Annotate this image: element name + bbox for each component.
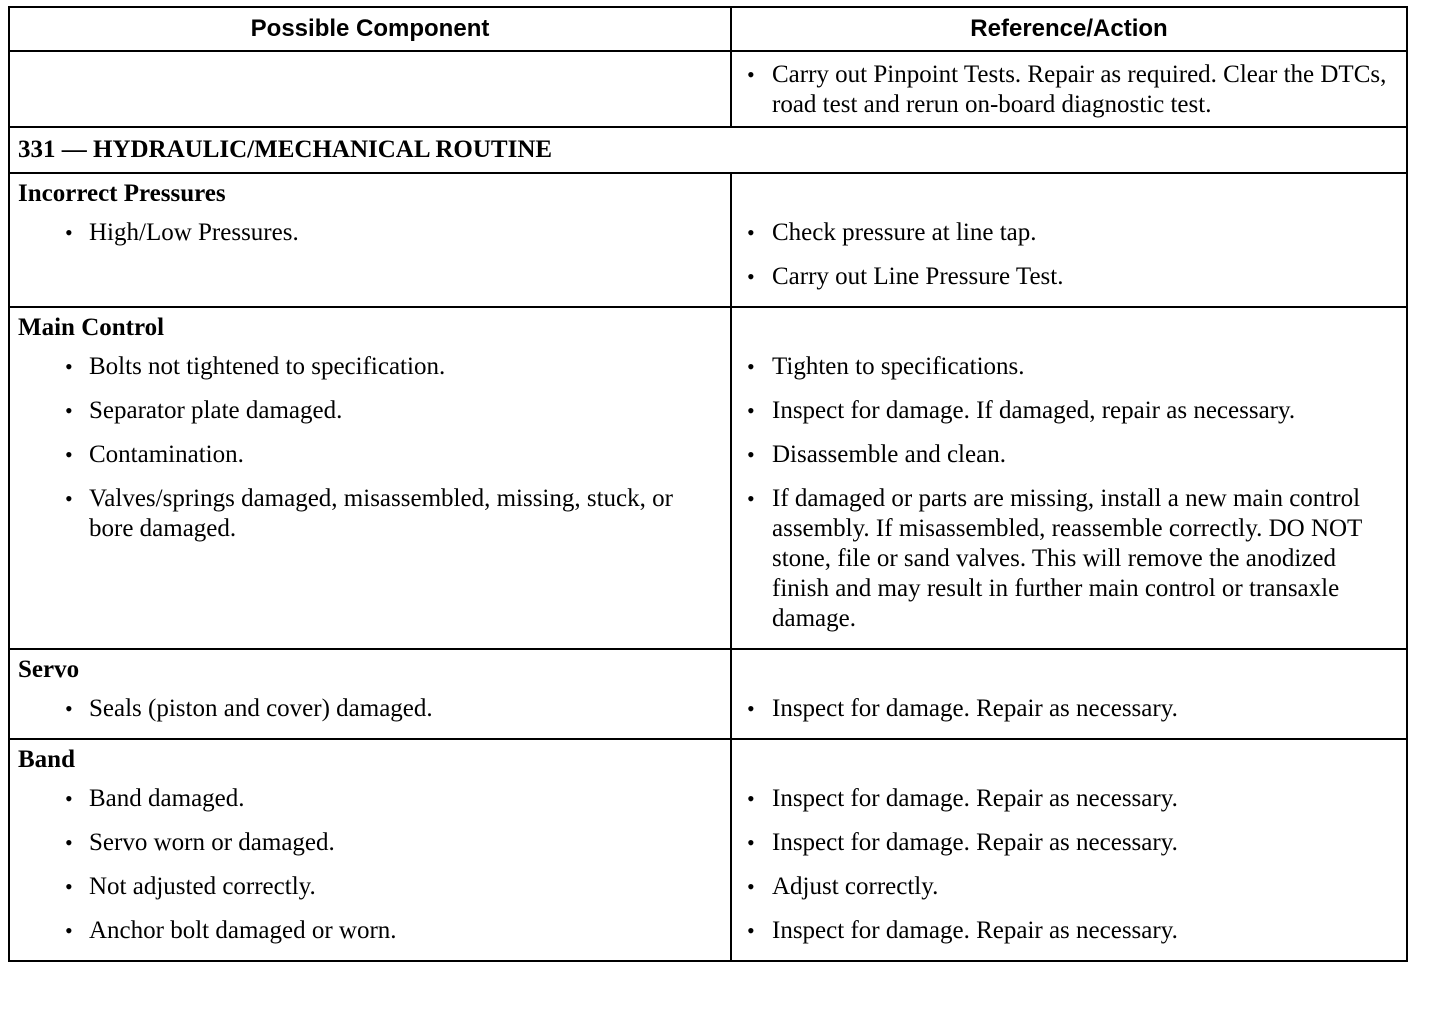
- list-item-text: Inspect for damage. Repair as necessary.: [772, 785, 1178, 812]
- list-item: [732, 396, 1406, 426]
- list-item: [732, 60, 1406, 120]
- list-item-text: Valves/springs damaged, misassembled, missing, stuck, or bore damaged.: [89, 485, 673, 542]
- header-reference-action: Reference/Action: [731, 7, 1407, 51]
- component-list: [10, 694, 730, 724]
- bullet-icon: •: [747, 220, 755, 245]
- list-item: [732, 784, 1406, 814]
- bullet-icon: •: [747, 918, 755, 943]
- action-list: [732, 218, 1406, 292]
- list-item-text: Carry out Pinpoint Tests. Repair as required. Clear the DTCs, road test and rerun on-board diagnostic test.: [772, 61, 1387, 118]
- list-item: [10, 218, 730, 248]
- component-cell: [9, 649, 731, 739]
- diagnostic-table: [8, 6, 1408, 962]
- action-cell: [731, 649, 1407, 739]
- bullet-icon: •: [747, 62, 755, 87]
- component-cell: [9, 739, 731, 961]
- group-row: [9, 649, 1407, 739]
- bullet-icon: •: [65, 486, 73, 511]
- action-cell: [731, 739, 1407, 961]
- list-item-text: Bolts not tightened to specification.: [89, 353, 446, 380]
- list-item: [10, 784, 730, 814]
- list-item: [10, 828, 730, 858]
- component-cell: [9, 51, 731, 127]
- action-cell: [731, 51, 1407, 127]
- list-item: [10, 916, 730, 946]
- component-cell: [9, 307, 731, 649]
- group-row: [9, 173, 1407, 307]
- component-list: [10, 784, 730, 946]
- list-item-text: Anchor bolt damaged or worn.: [89, 917, 397, 944]
- list-item: [732, 352, 1406, 382]
- list-item-text: Contamination.: [89, 441, 244, 468]
- bullet-icon: •: [747, 264, 755, 289]
- list-item: [732, 828, 1406, 858]
- header-possible-component: Possible Component: [9, 7, 731, 51]
- bullet-icon: •: [747, 786, 755, 811]
- list-item-text: Seals (piston and cover) damaged.: [89, 695, 433, 722]
- list-item-text: Inspect for damage. Repair as necessary.: [772, 829, 1178, 856]
- group-spacer: [732, 650, 1406, 694]
- bullet-icon: •: [65, 786, 73, 811]
- group-title: Servo: [18, 656, 80, 683]
- list-item-text: Servo worn or damaged.: [89, 829, 335, 856]
- list-item-text: Adjust correctly.: [772, 873, 939, 900]
- list-item-text: Inspect for damage. Repair as necessary.: [772, 695, 1178, 722]
- table-body: [9, 51, 1407, 961]
- list-item-text: If damaged or parts are missing, install a new main control assembly. If misassembled, reassemble correctly. DO NOT stone, file or sand valves. This will remove the anodized finish and may result in further main control or transaxle damage.: [772, 485, 1362, 632]
- bullet-icon: •: [65, 398, 73, 423]
- bullet-icon: •: [747, 874, 755, 899]
- list-item: [10, 872, 730, 902]
- bullet-icon: •: [747, 442, 755, 467]
- list-item: [732, 694, 1406, 724]
- list-item-text: Tighten to specifications.: [772, 353, 1025, 380]
- bullet-icon: •: [65, 874, 73, 899]
- section-row: [9, 127, 1407, 173]
- list-item-text: Separator plate damaged.: [89, 397, 343, 424]
- bullet-icon: •: [65, 918, 73, 943]
- action-list: [732, 52, 1406, 120]
- section-title: 331 — HYDRAULIC/MECHANICAL ROUTINE: [9, 127, 1407, 173]
- group-spacer: [732, 174, 1406, 218]
- list-item-text: Not adjusted correctly.: [89, 873, 316, 900]
- list-item-text: Check pressure at line tap.: [772, 219, 1037, 246]
- list-item-text: High/Low Pressures.: [89, 219, 299, 246]
- group-spacer: [732, 740, 1406, 784]
- list-item: [732, 916, 1406, 946]
- bullet-icon: •: [747, 830, 755, 855]
- group-title: Main Control: [18, 314, 165, 341]
- bullet-icon: •: [65, 442, 73, 467]
- list-item: [732, 872, 1406, 902]
- group-title: Incorrect Pressures: [18, 180, 226, 207]
- component-list: [10, 352, 730, 544]
- list-item: [10, 484, 730, 544]
- list-item-text: Inspect for damage. If damaged, repair as necessary.: [772, 397, 1296, 424]
- list-item: [10, 694, 730, 724]
- list-item-text: Disassemble and clean.: [772, 441, 1006, 468]
- list-item-text: Inspect for damage. Repair as necessary.: [772, 917, 1178, 944]
- bullet-icon: •: [65, 220, 73, 245]
- bullet-icon: •: [65, 354, 73, 379]
- list-item-text: Carry out Line Pressure Test.: [772, 263, 1064, 290]
- list-item: [732, 262, 1406, 292]
- list-item: [10, 352, 730, 382]
- bullet-icon: •: [747, 398, 755, 423]
- header-row: [9, 7, 1407, 51]
- bullet-icon: •: [747, 354, 755, 379]
- action-cell: [731, 173, 1407, 307]
- list-item: [10, 440, 730, 470]
- list-item-text: Band damaged.: [89, 785, 245, 812]
- component-cell: [9, 173, 731, 307]
- bullet-icon: •: [65, 696, 73, 721]
- table-row: [9, 51, 1407, 127]
- bullet-icon: •: [65, 830, 73, 855]
- group-spacer: [732, 308, 1406, 352]
- list-item: [732, 440, 1406, 470]
- bullet-icon: •: [747, 486, 755, 511]
- action-list: [732, 352, 1406, 634]
- list-item: [10, 396, 730, 426]
- action-list: [732, 694, 1406, 724]
- component-list: [10, 218, 730, 248]
- group-title: Band: [18, 746, 75, 773]
- action-list: [732, 784, 1406, 946]
- bullet-icon: •: [747, 696, 755, 721]
- list-item: [732, 484, 1406, 634]
- action-cell: [731, 307, 1407, 649]
- group-row: [9, 739, 1407, 961]
- list-item: [732, 218, 1406, 248]
- group-row: [9, 307, 1407, 649]
